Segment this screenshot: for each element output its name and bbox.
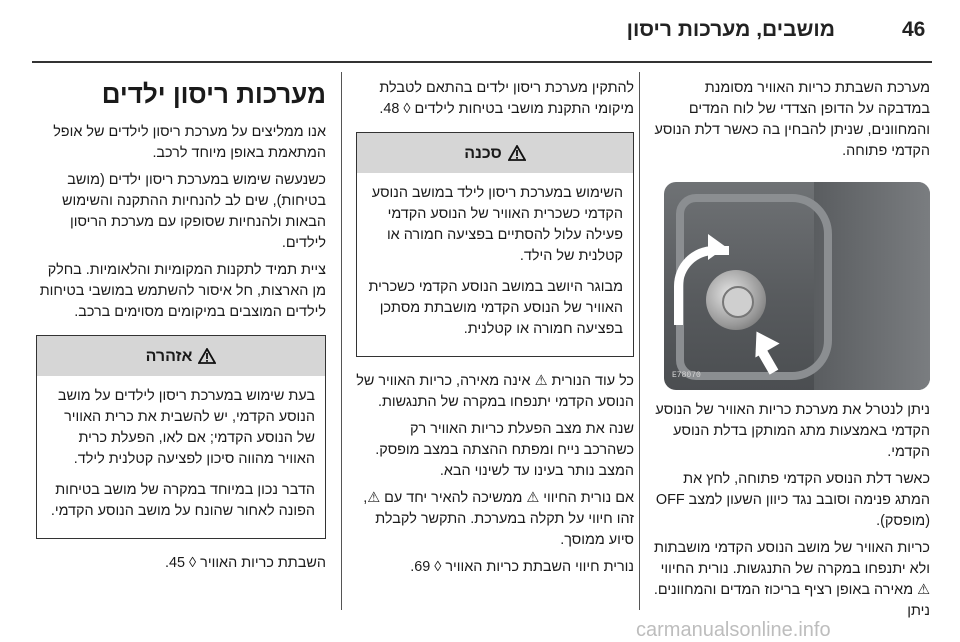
rotate-arrow-head-icon [708, 234, 726, 260]
page-number: 46 [902, 18, 926, 41]
column-divider [341, 72, 342, 610]
warning-box [36, 335, 326, 539]
middle-paragraph-3: אם נורית החיווי ⚠ ממשיכה להאיר יחד עם ⚠, זהו חיווי על תקלה במערכת. התקשר לקבלת סיוע ממוסך. [363, 490, 634, 548]
middle-paragraph-1: כל עוד הנורית ⚠ אינה מאירה, כריות האוויר של הנוסע הקדמי יתנפחו במקרה של התנגשות. [356, 373, 634, 410]
column-divider [639, 72, 640, 610]
left-paragraph-3: ציית תמיד לתקנות המקומיות והלאומיות. בחלק מן הארצות, חל איסור להשתמש במושבי בטיחות לילדים המוצבים במיקומים מסוימים ברכב. [39, 262, 326, 320]
photo-code: E78070 [672, 371, 701, 380]
warning-triangle-icon [198, 348, 216, 364]
warning-triangle-icon [508, 145, 526, 161]
middle-intro-text: להתקין מערכת ריסון ילדים בהתאם לטבלת מיקומי התקנת מושבי בטיחות לילדים ◊ 48. [379, 80, 634, 117]
section-title: מושבים, מערכות ריסון [626, 18, 835, 41]
middle-paragraph-4: נורית חיווי השבתת כריות האוויר ◊ 69. [410, 559, 634, 575]
middle-column [356, 78, 634, 584]
warning-paragraph-1: בעת שימוש במערכת ריסון לילדים על מושב הנוסע הקדמי, יש להשבית את כרית האוויר של הנוסע הקדמי; אם לאו, הפעלת כרית האוויר מהווה סיכון לפציעה קטלנית לילד. [57, 388, 315, 467]
right-paragraph-1: ניתן לנטרל את מערכת כריות האוויר של הנוסע הקדמי באמצעות מתג המותקן בדלת הנוסע הקדמי. [655, 402, 930, 460]
right-paragraph-3: כריות האוויר של מושב הנוסע הקדמי מושבתות ולא יתנפחו במקרה של התנגשות. נורית החיווי ⚠ מאירה באופן רציף בריכוז המדים והמחוונים. ניתן [653, 540, 930, 619]
warning-title: אזהרה [145, 347, 193, 365]
caution-title: סכנה [464, 144, 502, 162]
right-intro-text: מערכת השבתת כריות האוויר מסומנת במדבקה על הדופן הצדדי של לוח המדים והמחוונים, שניתן להבחין בה כאשר דלת הנוסע הקדמי פתוחה. [654, 80, 930, 159]
left-paragraph-4: השבתת כריות האוויר ◊ 45. [165, 555, 326, 571]
caution-body [357, 173, 633, 356]
header-rule [32, 61, 932, 63]
warning-paragraph-2: הדבר נכון במיוחד במקרה של מושב בטיחות הפונה לאחור שהונח על מושב הנוסע הקדמי. [50, 482, 315, 519]
door-switch-photo [664, 182, 930, 390]
right-column [650, 78, 930, 628]
footer-watermark: carmanualsonline.info [636, 619, 831, 641]
warning-body [37, 376, 325, 538]
caution-paragraph-1: השימוש במערכת ריסון לילד במושב הנוסע הקדמי כשכרית האוויר של הנוסע הקדמי פעילה עלול להסתיים בפציעה חמורה או קטלנית של הילד. [371, 185, 623, 264]
caution-header [357, 133, 633, 173]
left-paragraph-1: אנו ממליצים על מערכת ריסון לילדים של אופל המתאמת באופן מיוחד לרכב. [53, 124, 326, 161]
middle-paragraph-2: שנה את מצב הפעלת כריות האוויר רק כשהרכב נייח ומפתח ההצתה במצב מופסק. המצב נותר בעינו עד לשינוי הבא. [375, 421, 634, 479]
caution-box [356, 132, 634, 357]
caution-paragraph-2: מבוגר היושב במושב הנוסע הקדמי כשכרית האוויר של הנוסע הקדמי מושבתת מסתכן בפציעה חמורה או קטלנית. [368, 279, 623, 337]
right-paragraph-2: כאשר דלת הנוסע הקדמי פתוחה, לחץ את המתג פנימה וסובב נגד כיוון השעון למצב OFF (מופסק). [655, 471, 930, 529]
child-restraint-title: מערכות ריסון ילדים [101, 79, 326, 109]
page-header [0, 0, 960, 60]
left-paragraph-2: כשנעשה שימוש במערכת ריסון ילדים (מושב בטיחות), שים לב להנחיות ההתקנה והשימוש הבאות ולהנחיות שסופקו עם מערכת הריסון לילדים. [61, 172, 326, 251]
left-column [36, 78, 326, 580]
warning-header [37, 336, 325, 376]
